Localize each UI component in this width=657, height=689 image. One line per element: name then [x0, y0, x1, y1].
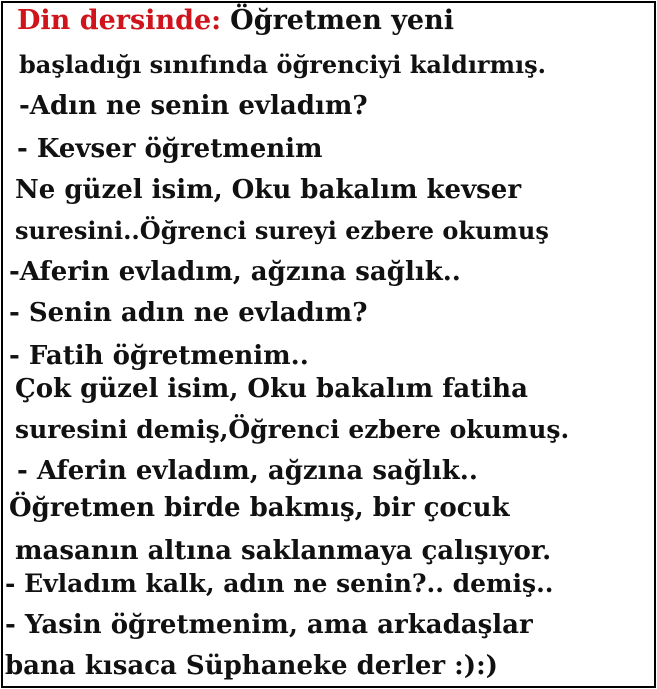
text-line: masanın altına saklanmaya çalışıyor.	[15, 536, 552, 566]
text-line: suresini demiş,Öğrenci ezbere okumuş.	[15, 415, 570, 444]
joke-text-panel	[1, 1, 656, 688]
heading-rest: Öğretmen yeni	[230, 5, 454, 36]
text-line: - Kevser öğretmenim	[17, 134, 323, 164]
heading-label: Din dersinde:	[17, 5, 222, 36]
text-line: - Senin adın ne evladım?	[9, 298, 368, 328]
text-line: Çok güzel isim, Oku bakalım fatiha	[15, 374, 528, 404]
text-line: suresini..Öğrenci sureyi ezbere okumuş	[15, 216, 549, 245]
text-line: -Aferin evladım, ağzına sağlık..	[9, 257, 461, 287]
text-line: -Adın ne senin evladım?	[19, 91, 368, 121]
text-line: - Aferin evladım, ağzına sağlık..	[17, 456, 478, 486]
text-line: Öğretmen birde bakmış, bir çocuk	[9, 493, 510, 523]
text-line: - Yasin öğretmenim, ama arkadaşlar	[5, 610, 533, 640]
text-line: - Evladım kalk, adın ne senin?.. demiş..	[5, 569, 554, 598]
text-line: - Fatih öğretmenim..	[9, 341, 309, 371]
text-line: başladığı sınıfında öğrenciyi kaldırmış.	[19, 50, 546, 79]
heading-line	[17, 5, 454, 37]
text-line: Ne güzel isim, Oku bakalım kevser	[15, 175, 522, 205]
text-line: bana kısaca Süphaneke derler :):)	[5, 651, 498, 681]
